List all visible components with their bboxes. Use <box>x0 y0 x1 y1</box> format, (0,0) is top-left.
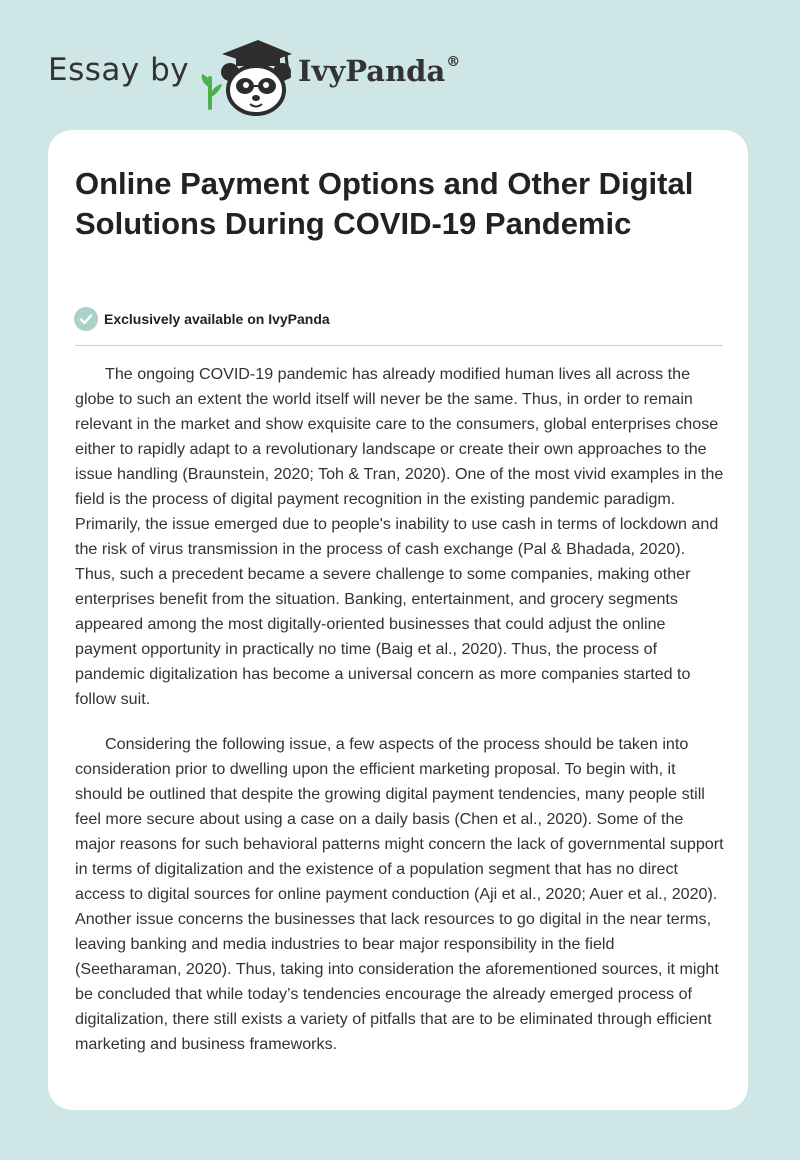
essay-paragraph: Considering the following issue, a few aspects of the process should be taken into consideration prior to dwelling upon the efficient marketing proposal. To begin with, it should be outlined that despite the growing digital payment tendencies, many people still feel more secure about using a case on a daily basis (Chen et al., 2020). Some of the major reasons for such behavioral patterns might concern the lack of governmental support in terms of digitalization and the existence of a population segment that has no direct access to digital sources for online payment conduction (Aji et al., 2020; Auer et al., 2020). Another issue concerns the businesses that lack resources to go digital in the near terms, leaving banking and media industries to bear major responsibility in the field (Seetharaman, 2020). Thus, taking into consideration the aforementioned sources, it might be concluded that while today’s tendencies encourage the already emerged process of digitalization, there still exists a variety of pitfalls that are to be eliminated through efficient marketing and business frameworks. <box>75 735 724 1053</box>
exclusive-badge-label: Exclusively available on IvyPanda <box>104 311 330 327</box>
title-divider <box>75 345 723 346</box>
essay-by-label: Essay by <box>48 52 190 88</box>
essay-title: Online Payment Options and Other Digital Solutions During COVID-19 Pandemic <box>75 166 694 241</box>
brand-name[interactable]: IvyPanda® <box>298 54 461 88</box>
site-header <box>48 36 748 116</box>
essay-card <box>48 130 748 1110</box>
essay-body <box>75 362 725 1077</box>
essay-paragraph: The ongoing COVID-19 pandemic has already modified human lives all across the globe to such an extent the world itself will never be the same. Thus, in order to remain relevant in the market and show exquisite care to the consumers, global enterprises chose either to rapidly adapt to a revolutionary landscape or create their own approaches to the issue handling (Braunstein, 2020; Toh & Tran, 2020). One of the most vivid examples in the field is the process of digital payment recognition in the existing pandemic paradigm. Primarily, the issue emerged due to people's inability to use cash in terms of lockdown and the risk of virus transmission in the process of cash exchange (Pal & Bhadada, 2020). Thus, such a precedent became a severe challenge to some companies, making other enterprises benefit from the situation. Banking, entertainment, and grocery segments appeared among the most digitally-oriented businesses that could adjust the online payment opportunity in practically no time (Baig et al., 2020). Thus, the process of pandemic digitalization has become a universal concern as more companies started to follow suit. <box>75 365 724 708</box>
exclusive-badge <box>74 307 330 331</box>
panda-logo-icon[interactable] <box>200 36 296 116</box>
registered-mark: ® <box>446 54 461 71</box>
check-circle-icon <box>74 307 98 331</box>
